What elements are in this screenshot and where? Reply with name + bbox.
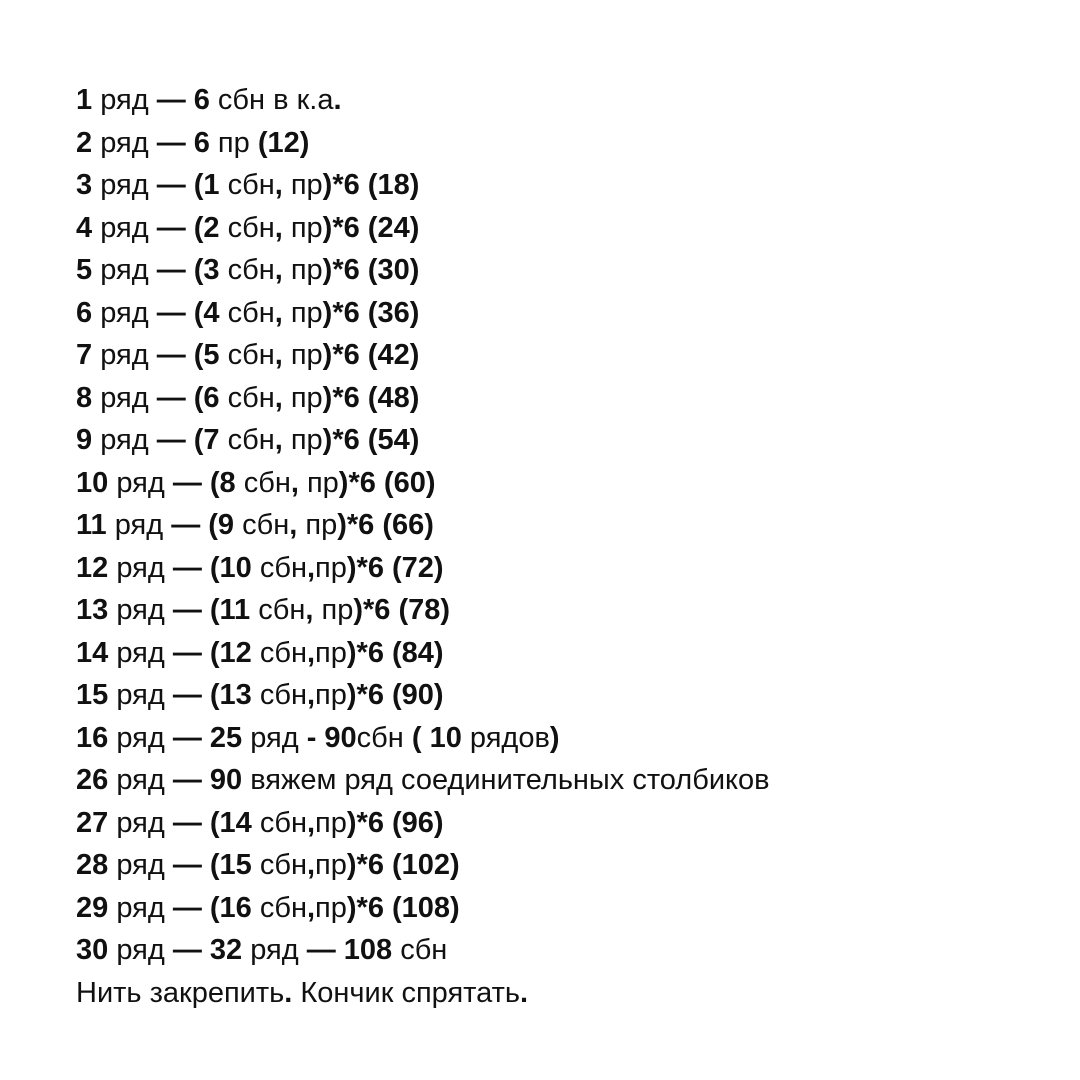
pattern-row bbox=[76, 164, 770, 207]
pattern-text-bold: 28 bbox=[76, 849, 109, 881]
pattern-text-bold: )*6 (30) bbox=[322, 254, 420, 286]
pattern-text: пр bbox=[282, 339, 323, 371]
pattern-text: сбн bbox=[219, 296, 275, 329]
pattern-text-bold: — 90 bbox=[172, 764, 243, 796]
pattern-text-bold: 10 bbox=[76, 466, 109, 499]
pattern-text: ряд bbox=[92, 126, 157, 159]
pattern-row bbox=[76, 504, 770, 547]
pattern-text-bold: (12) bbox=[257, 126, 310, 159]
pattern-text-bold: 14 bbox=[76, 636, 109, 669]
pattern-text-bold: , bbox=[274, 339, 283, 371]
pattern-text: Кончик спрятать bbox=[292, 976, 521, 1009]
pattern-text-bold: 30 bbox=[76, 934, 109, 966]
pattern-text: ряд bbox=[242, 721, 307, 754]
pattern-text: сбн bbox=[219, 381, 275, 414]
pattern-text-bold: )*6 (42) bbox=[322, 339, 420, 371]
pattern-text-bold: — (1 bbox=[156, 169, 220, 201]
pattern-text-bold: 8 bbox=[76, 381, 93, 414]
pattern-text: пр bbox=[282, 169, 323, 201]
pattern-row bbox=[76, 674, 770, 717]
pattern-text-bold: , bbox=[274, 381, 283, 414]
pattern-text-bold: , bbox=[274, 169, 283, 201]
pattern-text: ряд bbox=[106, 509, 172, 541]
pattern-text-bold: 29 bbox=[76, 891, 109, 924]
pattern-text-bold: — (14 bbox=[172, 806, 252, 839]
pattern-text-bold: )*6 (24) bbox=[322, 211, 420, 244]
pattern-text-bold: 12 bbox=[76, 551, 109, 584]
pattern-text-bold: — (9 bbox=[171, 509, 235, 541]
pattern-text-bold: )*6 (102) bbox=[346, 849, 460, 881]
pattern-text: ряд bbox=[92, 211, 157, 244]
pattern-text: пр bbox=[315, 849, 347, 881]
pattern-text-bold: — (5 bbox=[156, 339, 220, 371]
pattern-text: ряд bbox=[242, 934, 307, 966]
pattern-text: пр bbox=[282, 211, 323, 244]
pattern-text-bold: 1 bbox=[76, 84, 93, 116]
pattern-row bbox=[76, 419, 770, 462]
pattern-text-bold: - 90 bbox=[306, 721, 357, 754]
pattern-text-bold: — (4 bbox=[156, 296, 220, 329]
pattern-text: ряд bbox=[108, 636, 173, 669]
pattern-text: ряд bbox=[92, 424, 157, 456]
pattern-text: ряд bbox=[108, 806, 173, 839]
pattern-text: пр bbox=[315, 636, 347, 669]
pattern-text-bold: , bbox=[306, 849, 316, 881]
pattern-text: пр bbox=[282, 254, 323, 286]
pattern-row bbox=[76, 377, 770, 420]
pattern-row bbox=[76, 292, 770, 335]
pattern-text: ряд bbox=[108, 551, 173, 584]
pattern-text: пр bbox=[282, 296, 323, 329]
pattern-text-bold: — (6 bbox=[156, 381, 220, 414]
pattern-text-bold: — (13 bbox=[172, 679, 252, 711]
pattern-text-bold: , bbox=[289, 509, 298, 541]
pattern-text-bold: . bbox=[333, 84, 342, 116]
pattern-text-bold: , bbox=[305, 594, 314, 626]
pattern-text: ряд bbox=[92, 254, 157, 286]
pattern-text-bold: . bbox=[520, 976, 529, 1009]
pattern-text-bold: — (7 bbox=[156, 424, 220, 456]
pattern-text: сбн bbox=[219, 211, 275, 244]
pattern-text-bold: — (10 bbox=[172, 551, 252, 584]
pattern-text: сбн bbox=[251, 806, 307, 839]
pattern-text: ряд bbox=[108, 679, 173, 711]
pattern-text-bold: 4 bbox=[76, 211, 93, 244]
pattern-text: ряд bbox=[92, 84, 157, 116]
pattern-text-bold: )*6 (60) bbox=[338, 466, 436, 499]
pattern-text-bold: ) bbox=[549, 721, 560, 754]
pattern-text: ряд bbox=[108, 849, 173, 881]
pattern-row bbox=[76, 929, 770, 972]
pattern-text-bold: — 6 bbox=[156, 84, 210, 116]
pattern-text-bold: 15 bbox=[76, 679, 109, 711]
pattern-row bbox=[76, 802, 770, 845]
pattern-text-bold: )*6 (90) bbox=[346, 679, 444, 711]
pattern-text: сбн bbox=[356, 721, 412, 754]
pattern-text: ряд bbox=[108, 891, 173, 924]
pattern-text: Нить закрепить bbox=[76, 976, 285, 1009]
pattern-text-bold: 2 bbox=[76, 126, 93, 159]
pattern-text: пр bbox=[282, 381, 323, 414]
pattern-text-bold: 27 bbox=[76, 806, 109, 839]
pattern-text-bold: , bbox=[290, 466, 299, 499]
pattern-text-bold: 11 bbox=[76, 509, 107, 541]
pattern-text-bold: — 108 bbox=[306, 934, 393, 966]
pattern-text-bold: 5 bbox=[76, 254, 93, 286]
pattern-text: сбн bbox=[251, 636, 307, 669]
pattern-text-bold: )*6 (84) bbox=[346, 636, 444, 669]
pattern-text-bold: — (3 bbox=[156, 254, 220, 286]
pattern-row bbox=[76, 334, 770, 377]
pattern-text-bold: — (8 bbox=[172, 466, 236, 499]
pattern-text: сбн bbox=[251, 551, 307, 584]
closing-instruction bbox=[76, 972, 770, 1015]
pattern-text-bold: — (15 bbox=[172, 849, 252, 881]
pattern-text: сбн в к.а bbox=[209, 84, 334, 116]
pattern-text: пр bbox=[315, 806, 347, 839]
pattern-text-bold: , bbox=[306, 636, 316, 669]
pattern-text-bold: ( 10 bbox=[411, 721, 462, 754]
pattern-row bbox=[76, 122, 770, 165]
pattern-text: ряд bbox=[92, 296, 157, 329]
pattern-text-bold: , bbox=[306, 806, 316, 839]
pattern-text-bold: )*6 (108) bbox=[346, 891, 460, 924]
pattern-text: рядов bbox=[461, 721, 550, 754]
pattern-text-bold: )*6 (78) bbox=[353, 594, 451, 626]
pattern-text-bold: )*6 (66) bbox=[337, 509, 434, 541]
pattern-text-bold: — (11 bbox=[172, 594, 251, 626]
pattern-text: пр bbox=[313, 594, 354, 626]
pattern-text: вяжем ряд соединительных столбиков bbox=[242, 764, 770, 796]
pattern-text: сбн bbox=[219, 169, 275, 201]
pattern-text-bold: )*6 (48) bbox=[322, 381, 420, 414]
pattern-text: ряд bbox=[108, 594, 173, 626]
pattern-text: ряд bbox=[108, 764, 173, 796]
pattern-text-bold: )*6 (72) bbox=[346, 551, 444, 584]
crochet-pattern-instructions bbox=[76, 79, 770, 1014]
pattern-text-bold: )*6 (96) bbox=[346, 806, 444, 839]
pattern-text-bold: 16 bbox=[76, 721, 109, 754]
pattern-text-bold: , bbox=[306, 891, 316, 924]
pattern-text: сбн bbox=[251, 849, 307, 881]
pattern-text: пр bbox=[298, 466, 339, 499]
pattern-text-bold: , bbox=[274, 254, 283, 286]
pattern-text-bold: — (2 bbox=[156, 211, 220, 244]
pattern-text: сбн bbox=[251, 891, 307, 924]
pattern-text: пр bbox=[282, 424, 323, 456]
pattern-text: ряд bbox=[92, 381, 157, 414]
pattern-text: сбн bbox=[219, 424, 275, 456]
pattern-text: ряд bbox=[108, 466, 173, 499]
pattern-text-bold: — 6 bbox=[156, 126, 210, 159]
pattern-text: ряд bbox=[92, 339, 157, 371]
pattern-row bbox=[76, 844, 770, 887]
pattern-row bbox=[76, 547, 770, 590]
pattern-text-bold: . bbox=[284, 976, 293, 1009]
pattern-text-bold: 7 bbox=[76, 339, 93, 371]
pattern-text-bold: 9 bbox=[76, 424, 93, 456]
pattern-text: сбн bbox=[392, 934, 448, 966]
pattern-text: сбн bbox=[219, 339, 275, 371]
pattern-text-bold: , bbox=[306, 679, 316, 711]
pattern-text-bold: )*6 (54) bbox=[322, 424, 420, 456]
pattern-text: сбн bbox=[219, 254, 275, 286]
pattern-row bbox=[76, 249, 770, 292]
pattern-row bbox=[76, 632, 770, 675]
pattern-text-bold: — 32 bbox=[172, 934, 243, 966]
pattern-text-bold: )*6 (36) bbox=[322, 296, 420, 329]
pattern-text-bold: 26 bbox=[76, 764, 109, 796]
pattern-text-bold: , bbox=[274, 296, 283, 329]
pattern-text-bold: , bbox=[274, 211, 283, 244]
pattern-text-bold: — 25 bbox=[172, 721, 243, 754]
pattern-text: сбн bbox=[250, 594, 306, 626]
pattern-text-bold: )*6 (18) bbox=[322, 169, 420, 201]
pattern-text: пр bbox=[315, 891, 347, 924]
pattern-text: пр bbox=[315, 679, 347, 711]
pattern-text: ряд bbox=[108, 934, 173, 966]
pattern-row bbox=[76, 759, 770, 802]
pattern-text-bold: 13 bbox=[76, 594, 109, 626]
pattern-row bbox=[76, 887, 770, 930]
pattern-row bbox=[76, 717, 770, 760]
pattern-text: сбн bbox=[251, 679, 307, 711]
pattern-text-bold: 3 bbox=[76, 169, 93, 201]
pattern-text-bold: — (16 bbox=[172, 891, 252, 924]
pattern-text: сбн bbox=[234, 509, 290, 541]
pattern-text: пр bbox=[209, 126, 258, 159]
pattern-text: ряд bbox=[108, 721, 173, 754]
pattern-text-bold: 6 bbox=[76, 296, 93, 329]
pattern-text: ряд bbox=[92, 169, 157, 201]
pattern-text: сбн bbox=[235, 466, 291, 499]
pattern-row bbox=[76, 589, 770, 632]
pattern-row bbox=[76, 462, 770, 505]
pattern-text-bold: , bbox=[274, 424, 283, 456]
pattern-text: пр bbox=[297, 509, 338, 541]
pattern-row bbox=[76, 79, 770, 122]
pattern-text: пр bbox=[315, 551, 347, 584]
pattern-row bbox=[76, 207, 770, 250]
pattern-text-bold: , bbox=[306, 551, 316, 584]
pattern-text-bold: — (12 bbox=[172, 636, 252, 669]
